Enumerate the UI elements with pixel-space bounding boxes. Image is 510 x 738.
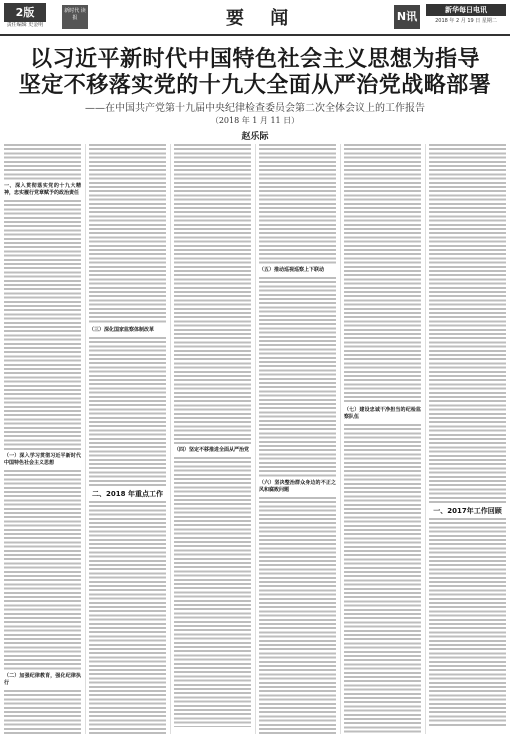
column-divider <box>425 144 426 734</box>
text-block <box>89 144 166 324</box>
subtitle: ——在中国共产党第十九届中央纪律检查委员会第二次全体会议上的工作报告 <box>85 103 425 114</box>
section-head: 一、2017年工作回顾 <box>429 504 506 518</box>
text-column-4 <box>259 144 336 734</box>
text-block <box>4 690 81 734</box>
text-block <box>259 144 336 264</box>
subhead: （四）坚定不移推进全面从严治党 <box>174 447 250 453</box>
subhead: （三）深化国家监察体制改革 <box>89 327 155 333</box>
text-block <box>89 337 166 487</box>
text-column-6 <box>429 144 506 734</box>
text-column-2 <box>89 144 166 734</box>
text-block <box>4 144 81 180</box>
right-logo: N讯 <box>394 5 420 29</box>
column-divider <box>170 144 171 734</box>
column-divider <box>85 144 86 734</box>
headline-line2: 坚定不移落实党的十九大全面从严治党战略部署 <box>18 73 492 98</box>
paper-name: 新华每日电讯 <box>426 4 506 16</box>
section-head: 二、2018 年重点工作 <box>89 487 166 501</box>
text-column-5 <box>344 144 421 734</box>
subhead: （二）加强纪律教育，强化纪律执行 <box>4 673 81 686</box>
text-block <box>174 144 251 444</box>
masthead <box>0 0 510 36</box>
text-block <box>4 470 81 670</box>
text-block <box>174 457 251 727</box>
author: 赵乐际 <box>241 132 269 142</box>
subhead: （七）建设忠诚干净担当的纪检监察队伍 <box>344 407 421 420</box>
text-block <box>259 497 336 734</box>
section-title: 要 闻 <box>226 8 299 29</box>
left-logo: 新时代 读报 <box>62 5 88 29</box>
text-column-1 <box>4 144 81 734</box>
text-block <box>429 518 506 728</box>
subhead: （五）推动巡视巡察上下联动 <box>259 267 325 273</box>
editor-line: 责任编辑 史金明 <box>6 22 44 28</box>
headline-line1: 以习近平新时代中国特色社会主义思想为指导 <box>29 47 480 72</box>
text-block <box>4 200 81 450</box>
article-date: （2018 年 1 月 11 日） <box>210 116 300 125</box>
text-block <box>89 501 166 734</box>
text-block <box>429 144 506 504</box>
date-line: 2018 年 2 月 19 日 星期二 <box>435 18 497 24</box>
text-block <box>344 424 421 734</box>
subhead: （一）深入学习贯彻习近平新时代中国特色社会主义思想 <box>4 453 81 466</box>
subhead: （六）坚决整治群众身边的不正之风和腐败问题 <box>259 480 336 493</box>
text-block <box>344 144 421 404</box>
page-number-badge: 2版 <box>4 3 46 22</box>
text-block <box>259 277 336 477</box>
column-divider <box>255 144 256 734</box>
column-divider <box>340 144 341 734</box>
text-column-3 <box>174 144 251 734</box>
subhead: 一、深入贯彻落实党的十九大精神，忠实履行党章赋予的政治责任 <box>4 183 81 196</box>
